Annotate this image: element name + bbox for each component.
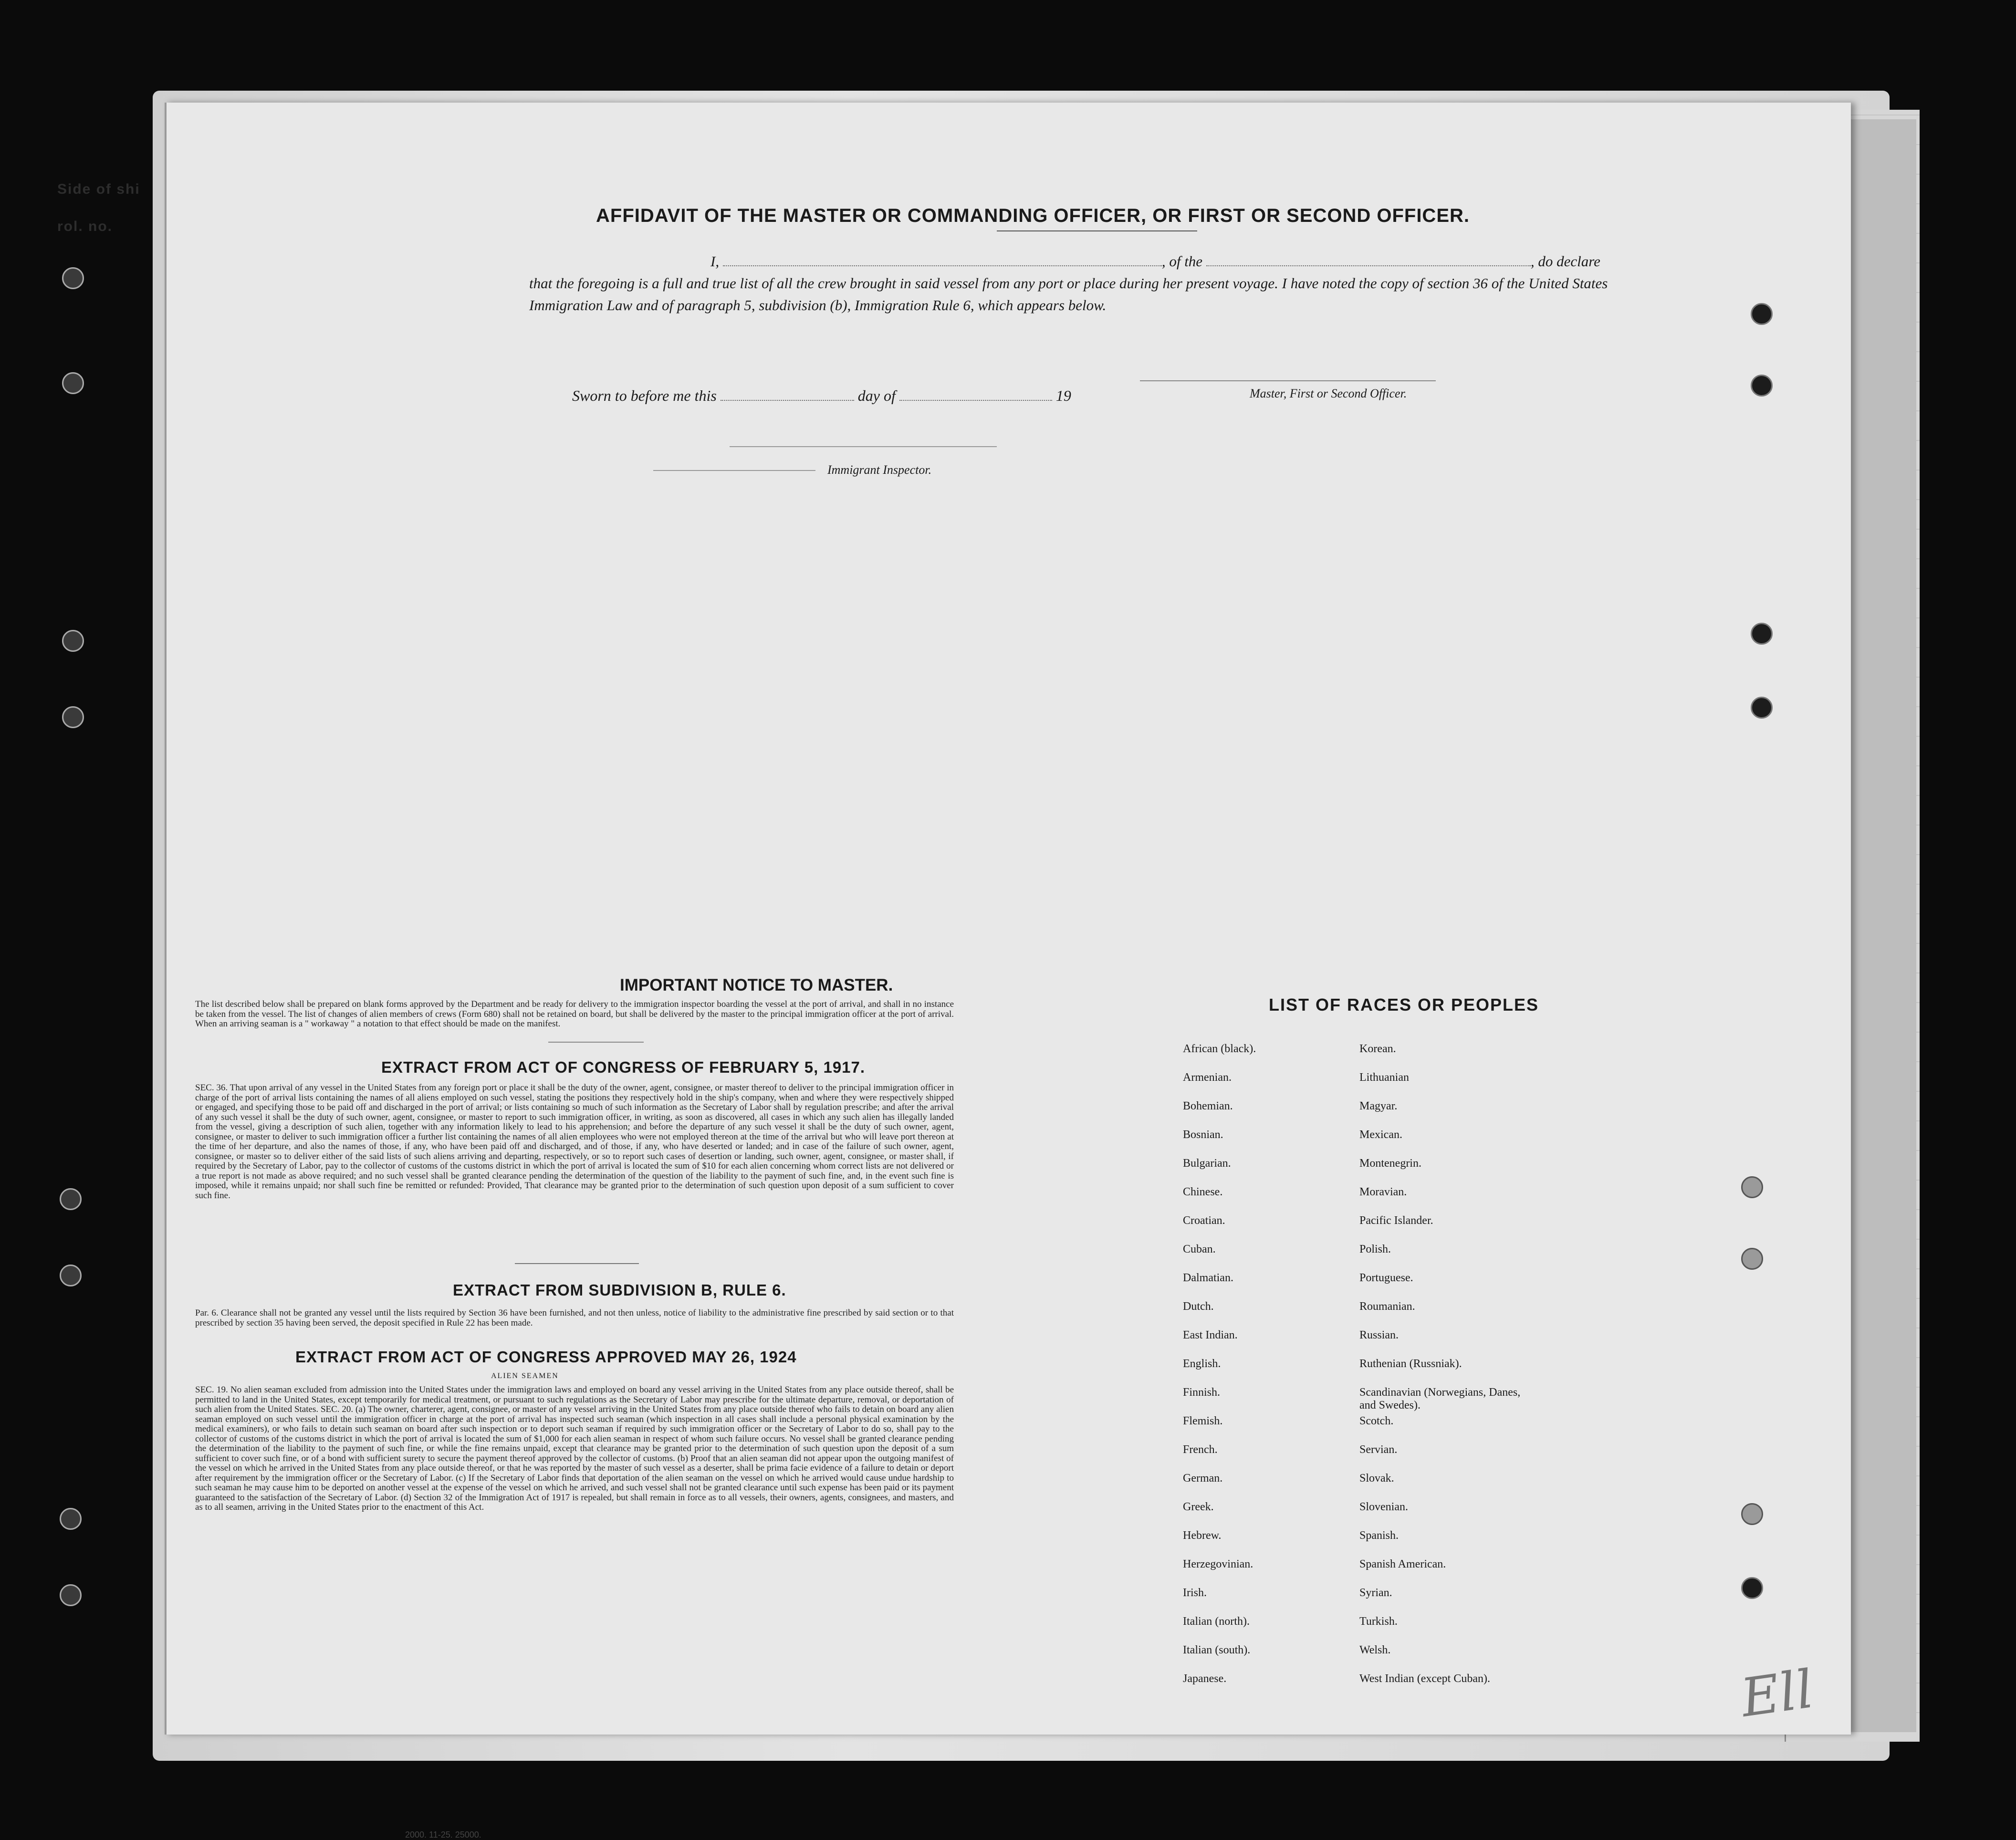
form-code: 2000. 11-25. 25000.: [405, 1830, 481, 1840]
punch-hole: [1741, 1176, 1763, 1198]
race-entry: Syrian.: [1359, 1587, 1392, 1599]
punch-hole: [1751, 303, 1773, 325]
race-entry: Roumanian.: [1359, 1300, 1415, 1313]
ledger-edge: [1842, 119, 1916, 1732]
extract-rule6-title: EXTRACT FROM SUBDIVISION B, RULE 6.: [453, 1281, 786, 1299]
notice-title: IMPORTANT NOTICE TO MASTER.: [620, 976, 893, 994]
punch-hole: [62, 630, 84, 652]
race-entry: Cuban.: [1183, 1243, 1216, 1255]
race-entry: Turkish.: [1359, 1615, 1398, 1628]
race-entry: Slovenian.: [1359, 1501, 1408, 1513]
punch-hole: [62, 372, 84, 394]
punch-hole: [60, 1265, 82, 1286]
punch-hole: [1751, 697, 1773, 719]
declaration-do-declare: , do declare: [1530, 253, 1600, 270]
extract-1924-title: EXTRACT FROM ACT OF CONGRESS APPROVED MAY 26, 1924: [295, 1348, 797, 1366]
signature-line: [1140, 380, 1436, 381]
race-entry: Chinese.: [1183, 1186, 1223, 1198]
race-entry: Croatian.: [1183, 1214, 1225, 1227]
inspector-label: Immigrant Inspector.: [827, 463, 932, 477]
punch-hole: [60, 1584, 82, 1606]
race-entry: Ruthenian (Russniak).: [1359, 1358, 1462, 1370]
race-entry: Japanese.: [1183, 1673, 1227, 1685]
edge-mark: rol. no.: [57, 219, 113, 234]
extract-1917-title: EXTRACT FROM ACT OF CONGRESS OF FEBRUARY 5, 1917.: [381, 1058, 866, 1076]
punch-hole: [60, 1188, 82, 1210]
pencil-annotation: Ell: [1737, 1658, 1817, 1729]
master-label: Master, First or Second Officer.: [1250, 387, 1407, 400]
punch-hole: [60, 1508, 82, 1530]
punch-hole: [1741, 1577, 1763, 1599]
edge-marks: [57, 181, 181, 256]
race-entry: African (black).: [1183, 1043, 1256, 1055]
race-entry: Hebrew.: [1183, 1529, 1222, 1542]
race-entry: Flemish.: [1183, 1415, 1223, 1427]
race-entry: French.: [1183, 1443, 1218, 1456]
inspector-signature-line: [730, 446, 997, 447]
punch-hole: [62, 706, 84, 728]
race-entry: Moravian.: [1359, 1186, 1407, 1198]
race-entry: Greek.: [1183, 1501, 1214, 1513]
declaration-of-the: , of the: [1161, 253, 1203, 270]
affidavit-text: [529, 251, 1636, 316]
punch-hole: [62, 267, 84, 289]
month-blank: [899, 387, 1052, 401]
race-entry: Scandinavian (Norwegians, Danes, and Swedes).: [1359, 1386, 1521, 1411]
race-entry: Russian.: [1359, 1329, 1399, 1341]
race-entry: Italian (north).: [1183, 1615, 1250, 1628]
race-entry: Mexican.: [1359, 1129, 1402, 1141]
form-page: [165, 103, 1851, 1840]
affidavit-title: AFFIDAVIT OF THE MASTER OR COMMANDING OFFICER, OR FIRST OR SECOND OFFICER.: [596, 205, 1470, 226]
declaration-line: [529, 251, 1636, 272]
sworn-prefix: Sworn to before me this: [572, 387, 717, 404]
notice-rule: [548, 1042, 644, 1043]
race-entry: Scotch.: [1359, 1415, 1394, 1427]
title-rule: [997, 230, 1197, 231]
race-entry: Pacific Islander.: [1359, 1214, 1433, 1227]
race-entry: English.: [1183, 1358, 1221, 1370]
extract-1924-text: SEC. 19. No alien seaman excluded from admission into the United States under the immigration laws and employed on board any vessel arriving in the United States from any place outside thereof, shall be permitted to land in the United States, except temporarily for medical treatment, or pursuant to such regulations as the Secretary of Labor may prescribe for the ultimate departure, removal, or deportation of such alien from the United States. SEC. 20. (a) The owner, charterer, agent, consignee, or master of any vessel arriving in the United States from any place outside thereof who fails to detain on board any alien seaman employed on such vessel until the immigration officer in charge at the port of arrival has inspected such seaman (which inspection in all cases shall include a personal physical examination by the medical examiners), or who fails to detain such seaman on board after such inspection or to deport such seaman if required by such immigration officer or the Secretary of Labor to do so, shall pay to the collector of customs of the customs district in which the port of arrival is located the sum of $1,000 for each alien seaman in respect of whom such failure occurs. No vessel shall be granted clearance pending the determination of the liability to the payment of such fine, or while the fine remains unpaid, except that clearance may be granted prior to the determination of such question upon the deposit of a sum sufficient to cover such fine, or of a bond with sufficient surety to secure the payment thereof approved by the collector of customs. (b) Proof that an alien seaman did not appear upon the outgoing manifest of the vessel on which he arrived in the United States from any place outside thereof, or that he was reported by the master of such vessel as a deserter, shall be prima facie evidence of a failure to detain or deport after requirement by the immigration officer or the Secretary of Labor. (c) If the Secretary of Labor finds that deportation of the alien seaman on the vessel on which he arrived would cause undue hardship to such seaman he may cause him to be deported on another vessel at the expense of the vessel on which he arrived, and such vessel shall not be granted clearance until such expense has been paid or its payment guaranteed to the satisfaction of the Secretary of Labor. (d) Section 32 of the Immigration Act of 1917 is repealed, but shall remain in force as to all vessels, their owners, agents, consignees, and masters, and as to all seamen, arriving in the United States prior to the enactment of this Act.: [195, 1385, 954, 1512]
race-entry: Welsh.: [1359, 1644, 1391, 1656]
race-entry: West Indian (except Cuban).: [1359, 1673, 1490, 1685]
race-entry: Montenegrin.: [1359, 1157, 1421, 1170]
race-entry: Spanish American.: [1359, 1558, 1446, 1570]
race-entry: German.: [1183, 1472, 1223, 1485]
race-entry: Lithuanian: [1359, 1071, 1409, 1084]
day-blank: [721, 387, 854, 401]
race-entry: Servian.: [1359, 1443, 1398, 1456]
race-entry: Slovak.: [1359, 1472, 1394, 1485]
race-entry: Portuguese.: [1359, 1272, 1413, 1284]
race-entry: Herzegovinian.: [1183, 1558, 1253, 1570]
race-entry: East Indian.: [1183, 1329, 1238, 1341]
punch-hole: [1741, 1248, 1763, 1270]
race-entry: Spanish.: [1359, 1529, 1399, 1542]
extract-1924-subtitle: ALIEN SEAMEN: [491, 1372, 559, 1380]
race-entry: Polish.: [1359, 1243, 1391, 1255]
vessel-blank: [1206, 251, 1531, 266]
extract-rule: [515, 1263, 639, 1264]
race-entry: Italian (south).: [1183, 1644, 1251, 1656]
race-entry: Dutch.: [1183, 1300, 1214, 1313]
declaration-body: that the foregoing is a full and true list of all the crew brought in said vessel from any port or place during her present voyage. I have noted the copy of section 36 of the United States Immigration Law and of paragraph 5, subdivision (b), Immigration Rule 6, which appears below.: [529, 275, 1608, 314]
punch-hole: [1741, 1503, 1763, 1525]
inspector-line-2: [653, 470, 815, 471]
race-entry: Dalmatian.: [1183, 1272, 1233, 1284]
race-entry: Finnish.: [1183, 1386, 1221, 1399]
race-entry: Magyar.: [1359, 1100, 1398, 1112]
notice-text: The list described below shall be prepared on blank forms approved by the Department and be ready for delivery to the immigration inspector boarding the vessel at the port of arrival, and shall in no instance be taken from the vessel. The list of changes of alien members of crews (Form 680) shall not be retained on board, but shall be delivered by the master to the principal immigration officer at the port of arrival. When an arriving seaman is a " workaway " a notation to that effect should be made on the manifest.: [195, 999, 954, 1029]
race-entry: Bulgarian.: [1183, 1157, 1231, 1170]
sworn-year: 19: [1055, 387, 1071, 404]
race-entry: Bosnian.: [1183, 1129, 1223, 1141]
race-entry: Armenian.: [1183, 1071, 1232, 1084]
race-entry: Bohemian.: [1183, 1100, 1233, 1112]
punch-hole: [1751, 375, 1773, 397]
declaration-i: I,: [710, 253, 720, 270]
extract-1917-text: SEC. 36. That upon arrival of any vessel in the United States from any foreign port or place it shall be the duty of the owner, agent, consignee, or master thereof to deliver to the principal immigration officer in charge of the port of arrival lists containing the names of all aliens employed on such vessel, stating the positions they respectively hold in the ship's company, when and where they were respectively shipped or engaged, and specifying those to be paid off and discharged in the port of arrival; or lists containing so much of such information as the Secretary of Labor shall by regulation prescribe; and after the arrival of any such vessel it shall be the duty of such owner, agent, consignee, or master to report to such immigration officer, in writing, as soon as discovered, all cases in which any such alien has illegally landed from the vessel, giving a description of such alien, together with any information likely to lead to his apprehension; and before the departure of any such vessel it shall be the duty of such owner, agent, consignee, or master to deliver to such immigration officer a further list containing the names of all alien employees who were not employed thereon at the time of the arrival but who will leave port thereon at the time of her departure, and also the names of those, if any, who have been paid off and discharged, and of those, if any, who have deserted or landed; and in case of the failure of such owner, agent, consignee, or master so to deliver either of the said lists of such aliens arriving and departing, respectively, or so to report such cases of desertion or landing, such owner, agent, consignee, or master shall, if required by the Secretary of Labor, pay to the collector of customs of the customs district in which the port of arrival is located the sum of $10 for each alien concerning whom correct lists are not delivered or a true report is not made as above required; and no such vessel shall be granted clearance pending the determination of the question of the liability to the payment of such fine, and, in the event such fine is imposed, while it remains unpaid; nor shall such fine be remitted or refunded: Provided, That clearance may be granted prior to the determination of such question upon deposit of a sum sufficient to cover such fine.: [195, 1083, 954, 1201]
races-title: LIST OF RACES OR PEOPLES: [1269, 995, 1539, 1014]
punch-hole: [1751, 623, 1773, 645]
race-entry: Korean.: [1359, 1043, 1396, 1055]
sworn-line: [572, 387, 1071, 405]
extract-rule6-text: Par. 6. Clearance shall not be granted any vessel until the lists required by Section 36 have been furnished, and not then unless, notice of liability to the administrative fine prescribed by said section or to that prescribed by section 35 having been served, the deposit specified in Rule 22 has been made.: [195, 1308, 954, 1328]
race-entry: Irish.: [1183, 1587, 1207, 1599]
sworn-day-of: day of: [857, 387, 896, 404]
name-blank: [723, 251, 1162, 266]
edge-mark: Side of shi: [57, 181, 140, 197]
